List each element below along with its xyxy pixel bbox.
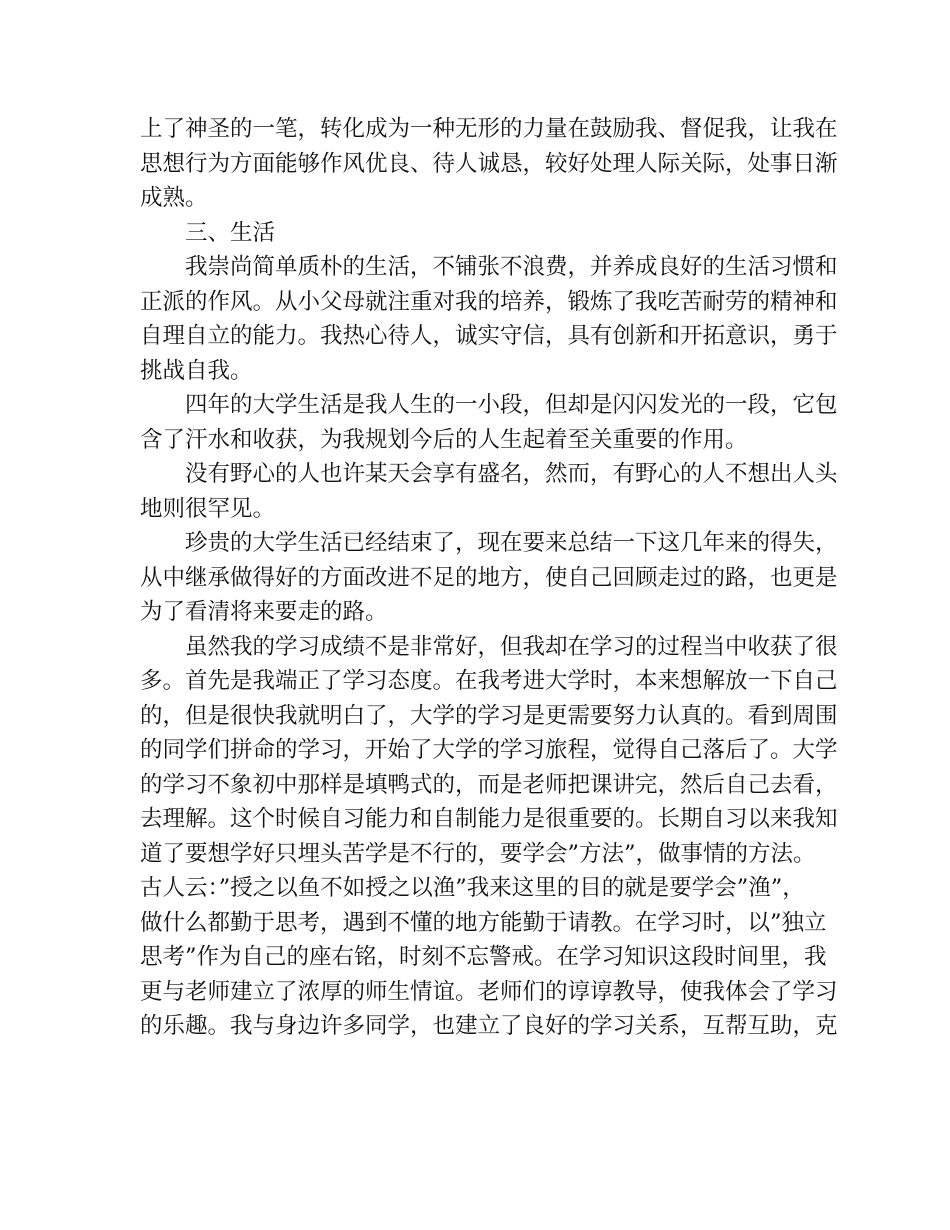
text-line: 的学习不象初中那样是填鸭式的，而是老师把课讲完，然后自己去看， xyxy=(140,771,838,798)
paragraph-start-line: 四年的大学生活是我人生的一小段，但却是闪闪发光的一段，它包 xyxy=(185,392,838,418)
text-line: 思想行为方面能够作风优良、待人诚恳，较好处理人际关际，处事日渐 xyxy=(140,150,838,177)
paragraph-start-line: 三、生活 xyxy=(185,219,276,246)
paragraph-start-line: 我崇尚简单质朴的生活，不铺张不浪费，并养成良好的生活习惯和 xyxy=(185,254,838,280)
text-line: 为了看清将来要走的路。 xyxy=(140,599,388,625)
text-line: 地则很罕见。 xyxy=(140,495,276,522)
document-body xyxy=(140,112,838,1044)
text-line: 成熟。 xyxy=(140,185,208,211)
text-line: 的，但是很快我就明白了，大学的学习是更需要努力认真的。看到周围 xyxy=(140,702,838,729)
text-line: 道了要想学好只埋头苦学是不行的，要学会”方法”，做事情的方法。 xyxy=(140,840,816,867)
paragraph-start-line: 虽然我的学习成绩不是非常好，但我却在学习的过程当中收获了很 xyxy=(185,633,838,660)
paragraph-start-line: 珍贵的大学生活已经结束了，现在要来总结一下这几年来的得失， xyxy=(185,530,838,556)
text-line: 更与老师建立了浓厚的师生情谊。老师们的谆谆教导，使我体会了学习 xyxy=(140,978,838,1005)
text-line: 的乐趣。我与身边许多同学，也建立了良好的学习关系，互帮互助，克 xyxy=(140,1013,838,1039)
text-line: 去理解。这个时候自习能力和自制能力是很重要的。长期自习以来我知 xyxy=(140,806,838,832)
text-line: 古人云：”授之以鱼不如授之以渔”我来这里的目的就是要学会”渔”， xyxy=(140,875,805,901)
paragraph-start-line: 没有野心的人也许某天会享有盛名，然而，有野心的人不想出人头 xyxy=(185,461,838,487)
text-line: 思考”作为自己的座右铭，时刻不忘警戒。在学习知识这段时间里，我 xyxy=(140,944,827,970)
text-line: 从中继承做得好的方面改进不足的地方，使自己回顾走过的路，也更是 xyxy=(140,564,838,591)
text-line: 挑战自我。 xyxy=(140,357,253,384)
text-line: 多。首先是我端正了学习态度。在我考进大学时，本来想解放一下自己 xyxy=(140,668,838,694)
text-line: 正派的作风。从小父母就注重对我的培养，锻炼了我吃苦耐劳的精神和 xyxy=(140,288,838,315)
text-line: 的同学们拼命的学习，开始了大学的学习旅程，觉得自己落后了。大学 xyxy=(140,737,838,763)
text-line: 做什么都勤于思考，遇到不懂的地方能勤于请教。在学习时，以”独立 xyxy=(140,909,827,936)
text-line: 含了汗水和收获，为我规划今后的人生起着至关重要的作用。 xyxy=(140,426,748,453)
text-line: 上了神圣的一笔，转化成为一种无形的力量在鼓励我、督促我，让我在 xyxy=(140,116,838,142)
text-line: 自理自立的能力。我热心待人，诚实守信，具有创新和开拓意识，勇于 xyxy=(140,323,838,349)
